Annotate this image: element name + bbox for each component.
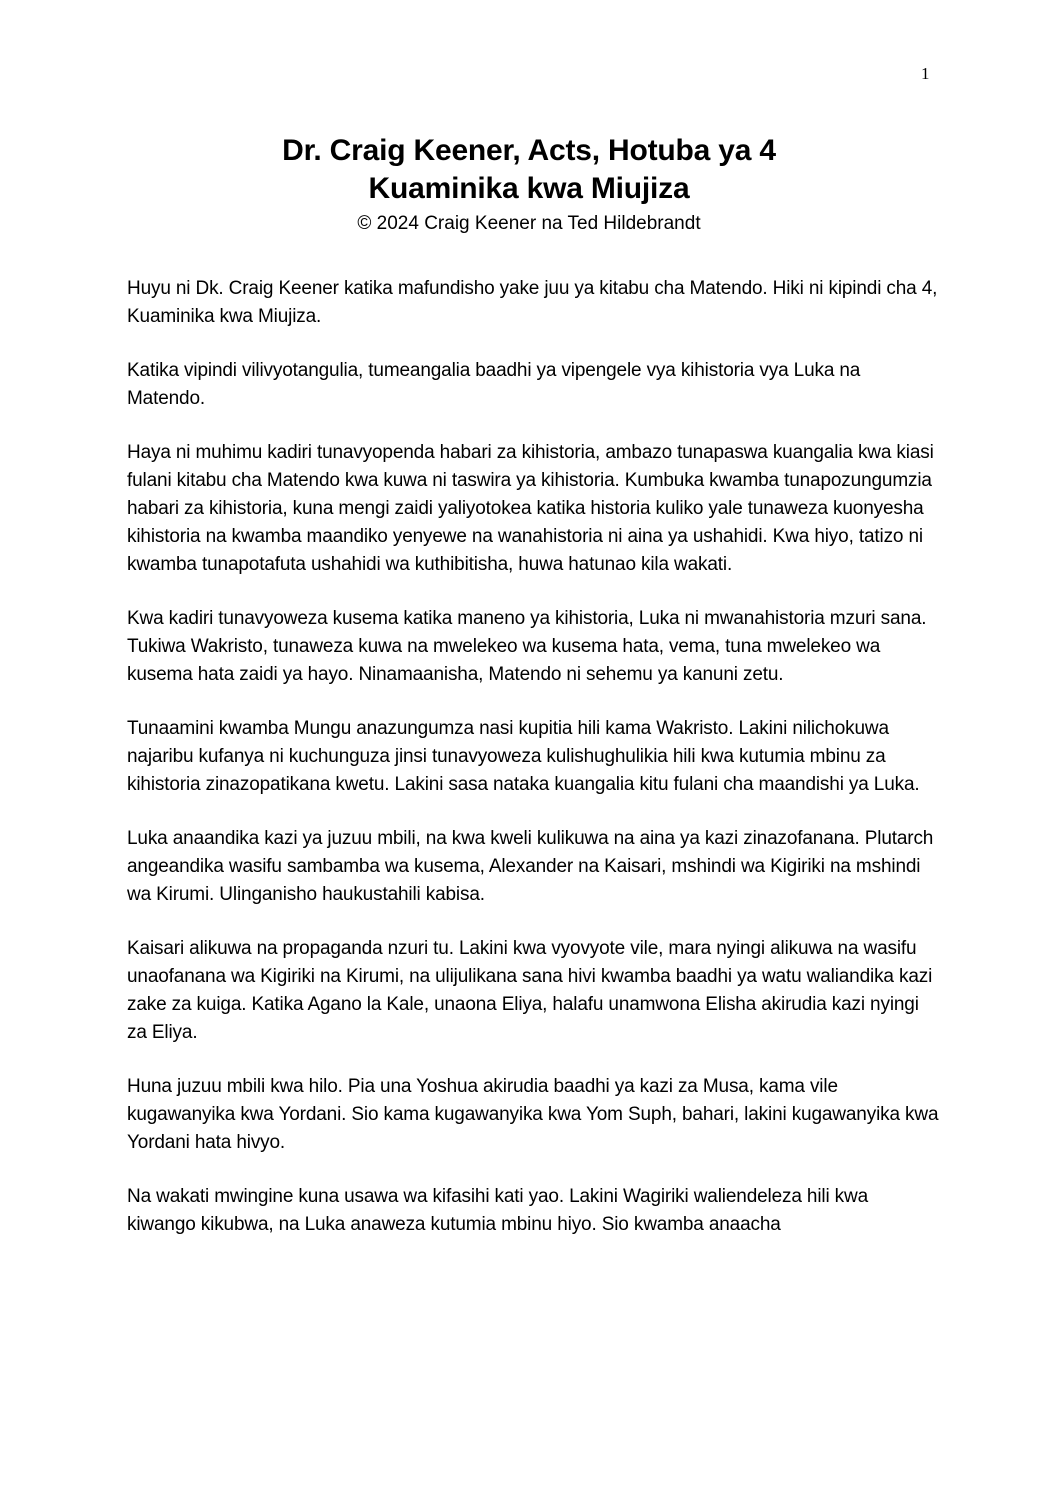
document-body — [127, 275, 939, 1265]
paragraph: Na wakati mwingine kuna usawa wa kifasihi kati yao. Lakini Wagiriki waliendeleza hili kwa kiwango kikubwa, na Luka anaweza kutumia mbinu hiyo. Sio kwamba anaacha — [127, 1186, 869, 1235]
paragraph: Katika vipindi vilivyotangulia, tumeangalia baadhi ya vipengele vya kihistoria vya Luka na Matendo. — [127, 360, 861, 409]
paragraph: Luka anaandika kazi ya juzuu mbili, na kwa kweli kulikuwa na aina ya kazi zinazofanana. Plutarch angeandika wasifu sambamba wa kusema, Alexander na Kaisari, mshindi wa Kigiriki na mshindi wa Kirumi. Ulinganisho haukustahili kabisa. — [127, 828, 934, 905]
document-header — [0, 132, 1058, 238]
paragraph: Haya ni muhimu kadiri tunavyopenda habari za kihistoria, ambazo tunapaswa kuangalia kwa kiasi fulani kitabu cha Matendo kwa kuwa ni taswira ya kihistoria. Kumbuka kwamba tunapozungumzia habari za kihistoria, kuna mengi zaidi yaliyotokea katika historia kuliko yale tunaweza kuonyesha kihistoria na kwamba maandiko yenyewe na wanahistoria ni aina ya ushahidi. Kwa hiyo, tatizo ni kwamba tunapotafuta ushahidi wa kuthibitisha, huwa hatunao kila wakati. — [127, 442, 934, 575]
page-number: 1 — [921, 64, 930, 83]
paragraph: Kaisari alikuwa na propaganda nzuri tu. Lakini kwa vyovyote vile, mara nyingi alikuwa na wasifu unaofanana wa Kigiriki na Kirumi, na ulijulikana sana hivi kwamba baadhi ya watu waliandika kazi zake za kuiga. Katika Agano la Kale, unaona Eliya, halafu unamwona Elisha akirudia kazi nyingi za Eliya. — [127, 938, 933, 1043]
paragraph: Tunaamini kwamba Mungu anazungumza nasi kupitia hili kama Wakristo. Lakini nilichokuwa najaribu kufanya ni kuchunguza jinsi tunavyoweza kulishughulikia hili kwa kutumia mbinu za kihistoria zinazopatikana kwetu. Lakini sasa nataka kuangalia kitu fulani cha maandishi ya Luka. — [127, 718, 920, 795]
document-title: Dr. Craig Keener, Acts, Hotuba ya 4 — [282, 134, 776, 167]
paragraph: Kwa kadiri tunavyoweza kusema katika maneno ya kihistoria, Luka ni mwanahistoria mzuri sana. Tukiwa Wakristo, tunaweza kuwa na mwelekeo wa kusema hata, vema, tuna mwelekeo wa kusema hata zaidi ya hayo. Ninamaanisha, Matendo ni sehemu ya kanuni zetu. — [127, 608, 927, 685]
paragraph: Huyu ni Dk. Craig Keener katika mafundisho yake juu ya kitabu cha Matendo. Hiki ni kipindi cha 4, Kuaminika kwa Miujiza. — [127, 278, 938, 327]
document-subtitle: Kuaminika kwa Miujiza — [368, 172, 690, 205]
paragraph: Huna juzuu mbili kwa hilo. Pia una Yoshua akirudia baadhi ya kazi za Musa, kama vile kugawanyika kwa Yordani. Sio kama kugawanyika kwa Yom Suph, bahari, lakini kugawanyika kwa Yordani hata hivyo. — [127, 1076, 939, 1153]
copyright-notice: © 2024 Craig Keener na Ted Hildebrandt — [357, 213, 701, 234]
